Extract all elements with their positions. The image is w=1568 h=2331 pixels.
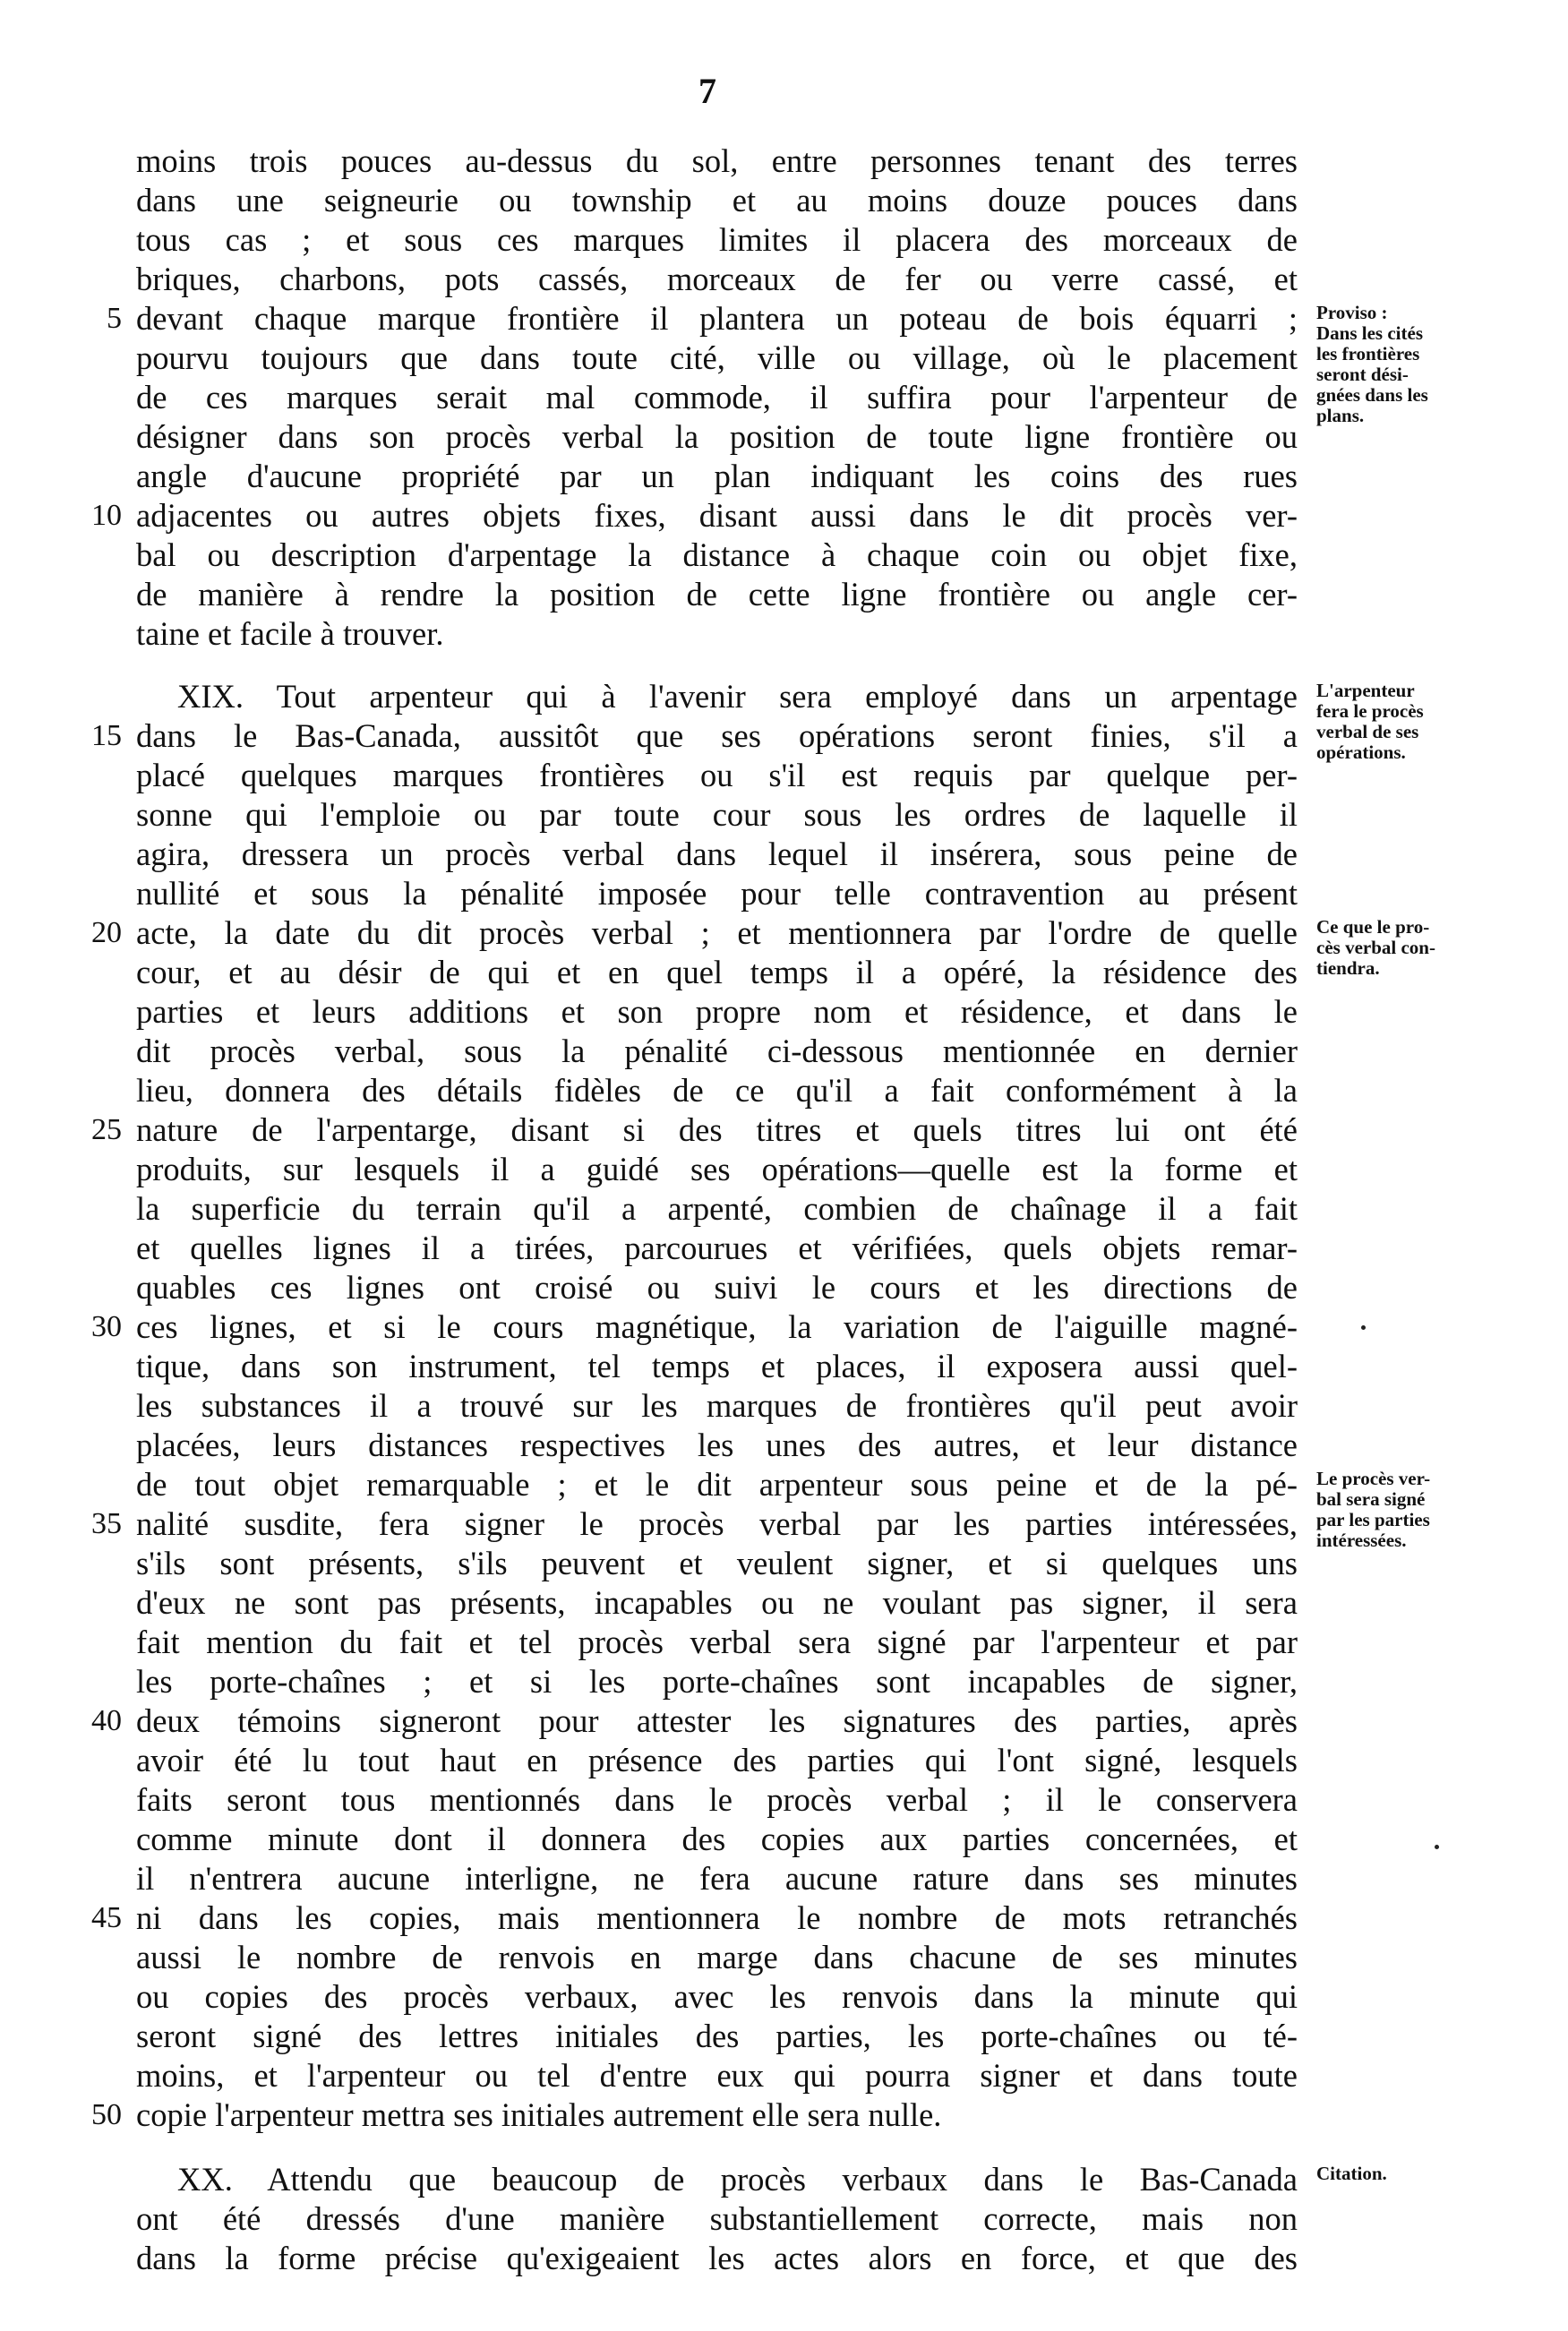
body-line: tous cas ; et sous ces marques limites il placera des morceaux de xyxy=(136,221,1298,258)
margin-note-line: Dans les cités xyxy=(1316,322,1423,344)
body-line: de ces marques serait mal commode, il suffira pour l'arpenteur de xyxy=(136,379,1298,416)
body-line: bal ou description d'arpentage la distance à chaque coin ou objet fixe, xyxy=(136,536,1298,573)
body-line: deux témoins signeront pour attester les signatures des parties, après xyxy=(136,1702,1298,1739)
margin-note-line: par les parties xyxy=(1316,1509,1430,1530)
body-line: devant chaque marque frontière il plantera un poteau de bois équarri ; xyxy=(136,300,1298,337)
body-line: dit procès verbal, sous la pénalité ci-dessous mentionnée en dernier xyxy=(136,1033,1298,1069)
body-line: nalité susdite, fera signer le procès verbal par les parties intéressées, xyxy=(136,1505,1298,1542)
body-line: de manière à rendre la position de cette ligne frontière ou angle cer- xyxy=(136,576,1298,613)
margin-note xyxy=(1316,681,1558,763)
body-line: quables ces lignes ont croisé ou suivi le cours et les directions de xyxy=(136,1269,1298,1306)
body-line: dans une seigneurie ou township et au moins douze pouces dans xyxy=(136,182,1298,219)
margin-note-line: seront dési- xyxy=(1316,364,1409,385)
line-number: 30 xyxy=(91,1310,122,1343)
margin-note-line: les frontières xyxy=(1316,343,1420,364)
body-line: nature de l'arpentarge, disant si des titres et quels titres lui ont été xyxy=(136,1111,1298,1148)
body-line: ces lignes, et si le cours magnétique, la variation de l'aiguille magné- xyxy=(136,1308,1298,1345)
body-line: dans la forme précise qu'exigeaient les actes alors en force, et que des xyxy=(136,2240,1298,2276)
body-line: comme minute dont il donnera des copies aux parties concernées, et xyxy=(136,1821,1298,1857)
body-line: placées, leurs distances respectives les unes des autres, et leur distance xyxy=(136,1427,1298,1463)
body-line: acte, la date du dit procès verbal ; et mentionnera par l'ordre de quelle xyxy=(136,914,1298,951)
body-line: briques, charbons, pots cassés, morceaux de fer ou verre cassé, et xyxy=(136,261,1298,297)
margin-note-line: L'arpenteur xyxy=(1316,680,1415,701)
body-line: XIX. Tout arpenteur qui à l'avenir sera employé dans un arpentage xyxy=(177,678,1298,715)
body-line: ont été dressés d'une manière substantiellement correcte, mais non xyxy=(136,2200,1298,2237)
margin-note-line: Proviso : xyxy=(1316,302,1388,323)
body-line: de tout objet remarquable ; et le dit arpenteur sous peine et de la pé- xyxy=(136,1466,1298,1503)
body-line: ou copies des procès verbaux, avec les renvois dans la minute qui xyxy=(136,1978,1298,2015)
body-line: s'ils sont présents, s'ils peuvent et veulent signer, et si quelques uns xyxy=(136,1545,1298,1581)
line-number: 35 xyxy=(91,1507,122,1540)
line-number: 45 xyxy=(91,1901,122,1934)
margin-note-line: Citation. xyxy=(1316,2163,1387,2184)
body-line: adjacentes ou autres objets fixes, disant aussi dans le dit procès ver- xyxy=(136,497,1298,534)
body-line: pourvu toujours que dans toute cité, ville ou village, où le placement xyxy=(136,339,1298,376)
body-line: moins, et l'arpenteur ou tel d'entre eux qui pourra signer et dans toute xyxy=(136,2057,1298,2094)
body-line: XX. Attendu que beaucoup de procès verbaux dans le Bas-Canada xyxy=(177,2161,1298,2198)
margin-note xyxy=(1316,303,1558,426)
body-line: seront signé des lettres initiales des parties, les porte-chaînes ou té- xyxy=(136,2018,1298,2054)
ink-speck xyxy=(1361,1325,1366,1330)
body-line: d'eux ne sont pas présents, incapables ou ne voulant pas signer, il sera xyxy=(136,1584,1298,1621)
margin-note-line: cès verbal con- xyxy=(1316,937,1435,958)
page-number: 7 xyxy=(698,71,716,111)
margin-note-line: Le procès ver- xyxy=(1316,1468,1431,1489)
line-number: 50 xyxy=(91,2098,122,2131)
margin-note-line: intéressées. xyxy=(1316,1530,1407,1551)
body-line: agira, dressera un procès verbal dans lequel il insérera, sous peine de xyxy=(136,836,1298,872)
line-number: 10 xyxy=(91,499,122,532)
body-line: moins trois pouces au-dessus du sol, entre personnes tenant des terres xyxy=(136,142,1298,179)
body-line: nullité et sous la pénalité imposée pour telle contravention au présent xyxy=(136,875,1298,912)
body-line: désigner dans son procès verbal la position de toute ligne frontière ou xyxy=(136,418,1298,455)
line-number: 15 xyxy=(91,719,122,752)
body-line: faits seront tous mentionnés dans le procès verbal ; il le conservera xyxy=(136,1781,1298,1818)
body-line: et quelles lignes il a tirées, parcourues et vérifiées, quels objets remar- xyxy=(136,1230,1298,1266)
margin-note-line: bal sera signé xyxy=(1316,1488,1426,1510)
body-line: fait mention du fait et tel procès verbal sera signé par l'arpenteur et par xyxy=(136,1624,1298,1660)
body-line: avoir été lu tout haut en présence des parties qui l'ont signé, lesquels xyxy=(136,1742,1298,1778)
body-line: tique, dans son instrument, tel temps et places, il exposera aussi quel- xyxy=(136,1348,1298,1384)
body-line: copie l'arpenteur mettra ses initiales autrement elle sera nulle. xyxy=(136,2096,942,2133)
line-number: 40 xyxy=(91,1704,122,1737)
ink-speck xyxy=(1435,1845,1439,1849)
margin-note-line: verbal de ses xyxy=(1316,721,1419,742)
body-line: sonne qui l'emploie ou par toute cour sous les ordres de laquelle il xyxy=(136,796,1298,833)
body-line: la superficie du terrain qu'il a arpenté, combien de chaînage il a fait xyxy=(136,1190,1298,1227)
margin-note xyxy=(1316,1469,1558,1551)
body-line: les substances il a trouvé sur les marques de frontières qu'il peut avoir xyxy=(136,1387,1298,1424)
margin-note xyxy=(1316,917,1558,979)
margin-note-line: Ce que le pro- xyxy=(1316,916,1430,938)
body-line: il n'entrera aucune interligne, ne fera aucune rature dans ses minutes xyxy=(136,1860,1298,1897)
body-line: les porte-chaînes ; et si les porte-chaînes sont incapables de signer, xyxy=(136,1663,1298,1700)
body-line: produits, sur lesquels il a guidé ses opérations—quelle est la forme et xyxy=(136,1151,1298,1187)
body-line: placé quelques marques frontières ou s'il est requis par quelque per- xyxy=(136,757,1298,793)
margin-note-line: tiendra. xyxy=(1316,957,1380,979)
body-line: dans le Bas-Canada, aussitôt que ses opérations seront finies, s'il a xyxy=(136,717,1298,754)
body-line: cour, et au désir de qui et en quel temps il a opéré, la résidence des xyxy=(136,954,1298,990)
body-line: aussi le nombre de renvois en marge dans chacune de ses minutes xyxy=(136,1939,1298,1975)
margin-note xyxy=(1316,2164,1558,2184)
line-number: 5 xyxy=(107,302,122,335)
body-line: parties et leurs additions et son propre nom et résidence, et dans le xyxy=(136,993,1298,1030)
margin-note-line: plans. xyxy=(1316,405,1365,426)
body-line: taine et facile à trouver. xyxy=(136,615,444,652)
body-line: angle d'aucune propriété par un plan indiquant les coins des rues xyxy=(136,458,1298,494)
line-number: 20 xyxy=(91,916,122,949)
margin-note-line: fera le procès xyxy=(1316,700,1424,722)
line-number: 25 xyxy=(91,1113,122,1146)
body-line: ni dans les copies, mais mentionnera le nombre de mots retranchés xyxy=(136,1899,1298,1936)
body-line: lieu, donnera des détails fidèles de ce qu'il a fait conformément à la xyxy=(136,1072,1298,1109)
margin-note-line: opérations. xyxy=(1316,741,1406,763)
margin-note-line: gnées dans les xyxy=(1316,384,1428,406)
